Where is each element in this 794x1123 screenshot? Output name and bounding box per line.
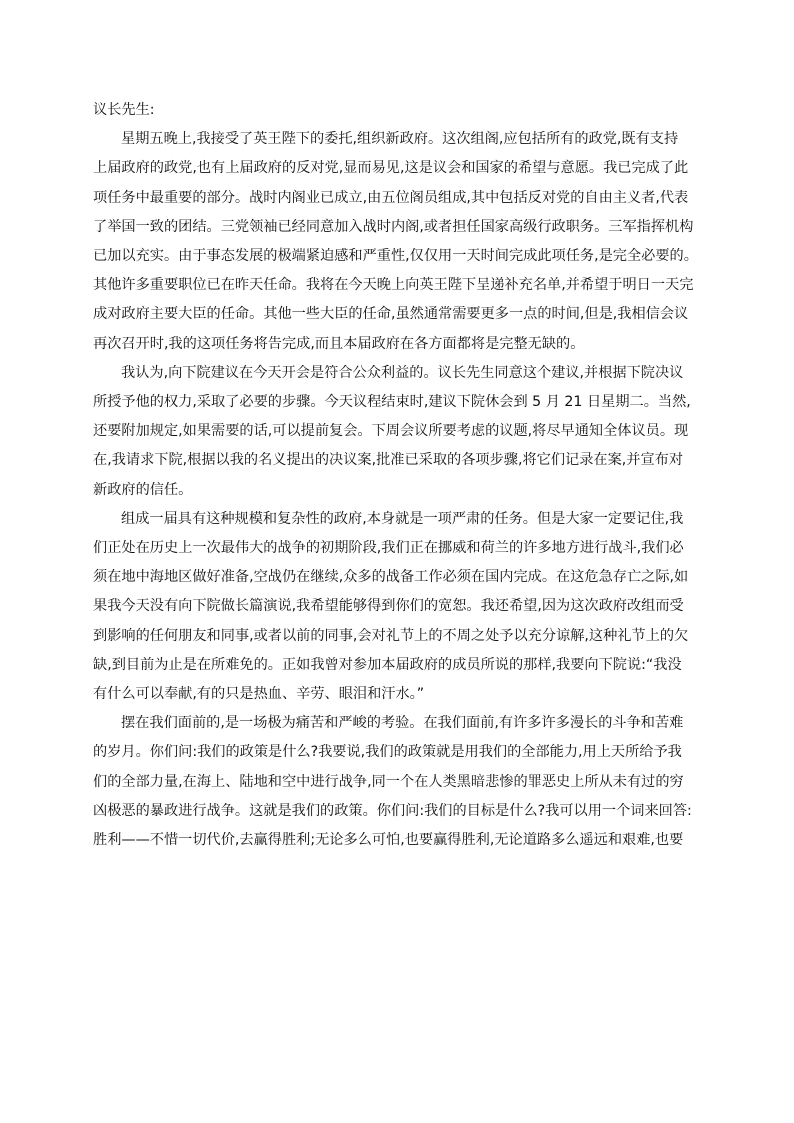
paragraph-line: 组成一届具有这种规模和复杂性的政府,本身就是一项严肃的任务。但是大家一定要记住,我 [121, 510, 684, 527]
paragraph-line: 项任务中最重要的部分。战时内阁业已成立,由五位阁员组成,其中包括反对党的自由主义者,代表 [93, 189, 689, 206]
paragraph-line: 上届政府的政党,也有上届政府的反对党,显而易见,这是议会和国家的希望与意愿。我已完成了此 [93, 160, 689, 177]
paragraph-line: 到影响的任何朋友和同事,或者以前的同事,会对礼节上的不周之处予以充分谅解,这种礼节上的欠 [93, 627, 689, 644]
paragraph-line: 果我今天没有向下院做长篇演说,我希望能够得到你们的宽恕。我还希望,因为这次政府改组而受 [93, 598, 684, 615]
paragraph-line: 所授予他的权力,采取了必要的步骤。今天议程结束时,建议下院休会到 5 月 21 日星期二。当然, [93, 394, 691, 411]
paragraph-line: 们正处在历史上一次最伟大的战争的初期阶段,我们正在挪威和荷兰的许多地方进行战斗,我们必 [93, 540, 684, 557]
paragraph-line: 凶极恶的暴政进行战争。这就是我们的政策。你们问:我们的目标是什么?我可以用一个词来回答: [93, 802, 692, 819]
paragraph-line: 再次召开时,我的这项任务将告完成,而且本届政府在各方面都将是完整无缺的。 [93, 335, 585, 352]
paragraph-line: 了举国一致的团结。三党领袖已经同意加入战时内阁,或者担任国家高级行政职务。三军指挥机构 [93, 218, 694, 235]
paragraph-line: 已加以充实。由于事态发展的极端紧迫感和严重性,仅仅用一天时间完成此项任务,是完全必要的。 [93, 248, 698, 265]
document-body [93, 96, 705, 855]
paragraph-line: 们的全部力量,在海上、陆地和空中进行战争,同一个在人类黑暗悲惨的罪恶史上所从未有过的穷 [93, 773, 684, 790]
paragraph-line: 星期五晚上,我接受了英王陛下的委托,组织新政府。这次组阁,应包括所有的政党,既有支持 [121, 131, 679, 148]
paragraph-line: 摆在我们面前的,是一场极为痛苦和严峻的考验。在我们面前,有许多许多漫长的斗争和苦难 [121, 715, 684, 732]
paragraph-4 [93, 709, 705, 855]
paragraph-line: 其他许多重要职位已在昨天任命。我将在今天晚上向英王陛下呈递补充名单,并希望于明日一天完 [93, 277, 694, 294]
paragraph-line: 须在地中海地区做好准备,空战仍在继续,众多的战备工作必须在国内完成。在这危急存亡之际,如 [93, 569, 689, 586]
paragraph-2 [93, 359, 705, 505]
paragraph-line: 缺,到目前为止是在所难免的。正如我曾对参加本届政府的成员所说的那样,我要向下院说:“我没 [93, 656, 682, 673]
paragraph-line: 新政府的信任。 [93, 481, 193, 498]
salutation: 议长先生: [93, 102, 155, 118]
paragraph-line: 我认为,向下院建议在今天开会是符合公众利益的。议长先生同意这个建议,并根据下院决议 [121, 364, 684, 381]
paragraph-3 [93, 505, 705, 709]
paragraph-line: 有什么可以奉献,有的只是热血、辛劳、眼泪和汗水。” [93, 686, 425, 703]
paragraph-line: 胜利——不惜一切代价,去赢得胜利;无论多么可怕,也要赢得胜利,无论道路多么遥远和艰难,也要 [93, 832, 684, 849]
paragraph-line: 还要附加规定,如果需要的话,可以提前复会。下周会议所要考虑的议题,将尽早通知全体议员。现 [93, 423, 689, 440]
paragraph-line: 的岁月。你们问:我们的政策是什么?我要说,我们的政策就是用我们的全部能力,用上天所给予我 [93, 744, 682, 761]
paragraph-line: 在,我请求下院,根据以我的名义提出的决议案,批准已采取的各项步骤,将它们记录在案,并宣布对 [93, 452, 684, 469]
paragraph-1 [93, 125, 705, 359]
paragraph-line: 成对政府主要大臣的任命。其他一些大臣的任命,虽然通常需要更多一点的时间,但是,我相信会议 [93, 306, 689, 323]
